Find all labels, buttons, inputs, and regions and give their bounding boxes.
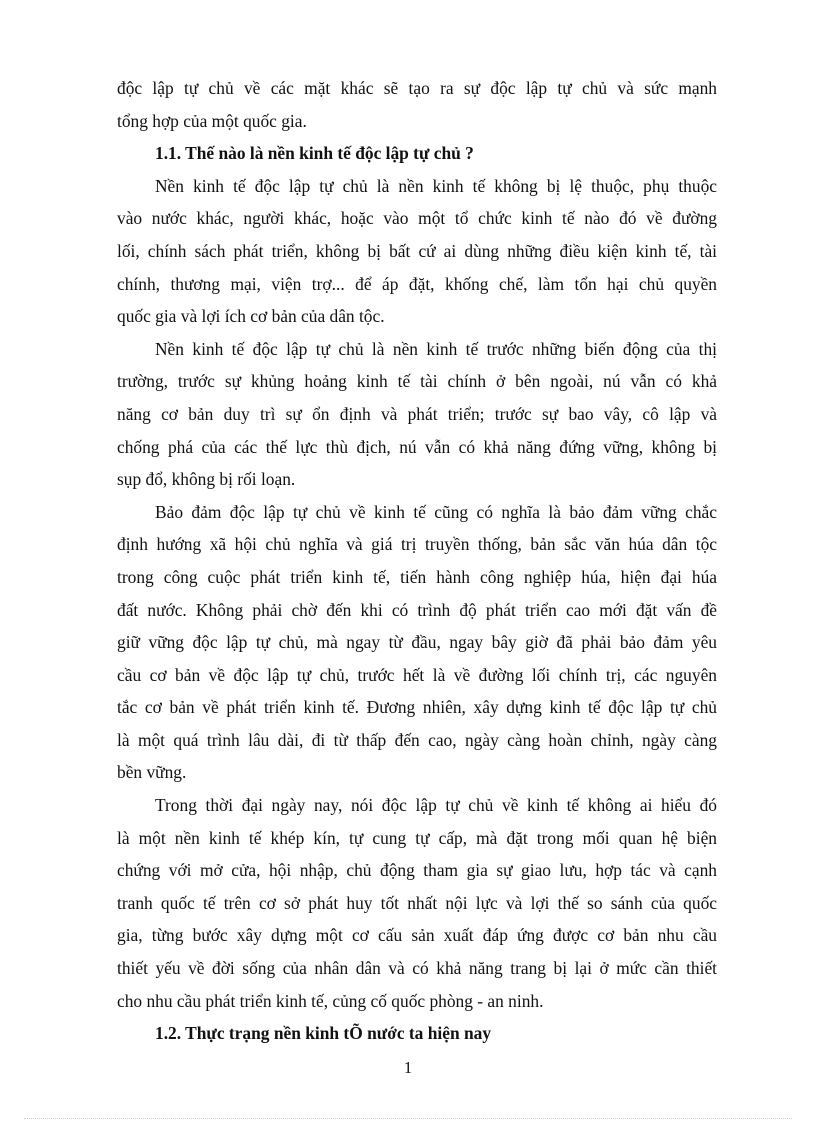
- text-line: độc lập tự chủ về các mặt khác sẽ tạo ra sự độc lập tự chủ và sức mạnh: [117, 78, 717, 98]
- paragraph-4: [117, 789, 717, 1017]
- text-line: thiết yếu về đời sống của nhân dân và có khả năng trang bị lại ở mức cần thiết: [117, 958, 717, 979]
- text-line: Nền kinh tế độc lập tự chủ là nền kinh tế không bị lệ thuộc, phụ thuộc: [155, 175, 717, 196]
- text-line: cầu cơ bản về độc lập tự chủ, trước hết là về đường lối chính trị, các nguyên: [117, 664, 717, 685]
- text-line: tắc cơ bản về phát triển kinh tế. Đương nhiên, xây dựng kinh tế độc lập tự chủ: [117, 697, 717, 718]
- page-number: 1: [403, 1058, 413, 1077]
- text-line: bền vững.: [117, 762, 187, 783]
- text-line: trường, trước sự khủng hoảng kinh tế tài chính ở bên ngoài, nú vẫn có khả: [117, 371, 717, 392]
- text-line: Trong thời đại ngày nay, nói độc lập tự chủ về kinh tế không ai hiểu đó: [155, 795, 717, 816]
- text-line: tranh quốc tế trên cơ sở phát huy tốt nhất nội lực và lợi thế so sánh của quốc: [117, 892, 717, 913]
- text-line: năng cơ bản duy trì sự ổn định và phát triển; trước sự bao vây, cô lập và: [117, 403, 717, 424]
- text-line: giữ vững độc lập tự chủ, mà ngay từ đầu, ngay bây giờ đã phải bảo đảm yêu: [117, 632, 717, 653]
- text-line: tổng hợp của một quốc gia.: [117, 110, 307, 131]
- text-line: là một quá trình lâu dài, đi từ thấp đến cao, ngày càng hoàn chỉnh, ngày càng: [117, 729, 717, 750]
- text-line: sụp đổ, không bị rối loạn.: [117, 469, 296, 490]
- text-line: chính, thương mại, viện trợ... để áp đặt, khống chế, làm tổn hại chủ quyền: [117, 273, 717, 294]
- section-1-2-heading: 1.2. Thực trạng nền kinh tÕ nước ta hiện nay: [155, 1023, 492, 1044]
- section-1-1-heading: 1.1. Thế nào là nền kinh tế độc lập tự chủ ?: [155, 143, 474, 164]
- text-line: vào nước khác, người khác, hoặc vào một tổ chức kinh tế nào đó về đường: [117, 208, 717, 229]
- text-line: chống phá của các thế lực thù địch, nú vẫn có khả năng đứng vững, không bị: [117, 436, 717, 457]
- text-line: chứng với mở cửa, hội nhập, chủ động tham gia sự giao lưu, hợp tác và cạnh: [117, 860, 717, 881]
- paragraph-3: [117, 496, 717, 789]
- text-line: đất nước. Không phải chờ đến khi có trình độ phát triển cao mới đặt vấn đề: [117, 599, 717, 620]
- text-line: định hướng xã hội chủ nghĩa và giá trị truyền thống, bản sắc văn húa dân tộc: [117, 534, 717, 555]
- text-line: cho nhu cầu phát triển kinh tế, củng cố quốc phòng - an ninh.: [117, 990, 544, 1011]
- paragraph-1: [117, 170, 717, 333]
- page-body: [117, 72, 717, 1050]
- text-line: là một nền kinh tế khép kín, tự cung tự cấp, mà đặt trong mối quan hệ biện: [117, 827, 717, 848]
- text-line: quốc gia và lợi ích cơ bản của dân tộc.: [117, 306, 385, 327]
- text-line: lối, chính sách phát triển, không bị bất cứ ai dùng những điều kiện kinh tế, tài: [117, 240, 717, 261]
- paragraph-2: [117, 333, 717, 496]
- text-line: Nền kinh tế độc lập tự chủ là nền kinh tế trước những biến động của thị: [155, 338, 717, 359]
- text-line: gia, từng bước xây dựng một cơ cấu sản xuất đáp ứng được cơ bản nhu cầu: [117, 925, 717, 946]
- text-line: trong công cuộc phát triển kinh tế, tiến hành công nghiệp húa, hiện đại húa: [117, 566, 717, 587]
- footer-divider: [24, 1118, 792, 1119]
- opening-paragraph: [117, 72, 717, 137]
- text-line: Bảo đảm độc lập tự chủ về kinh tế cũng có nghĩa là bảo đảm vững chắc: [155, 501, 717, 522]
